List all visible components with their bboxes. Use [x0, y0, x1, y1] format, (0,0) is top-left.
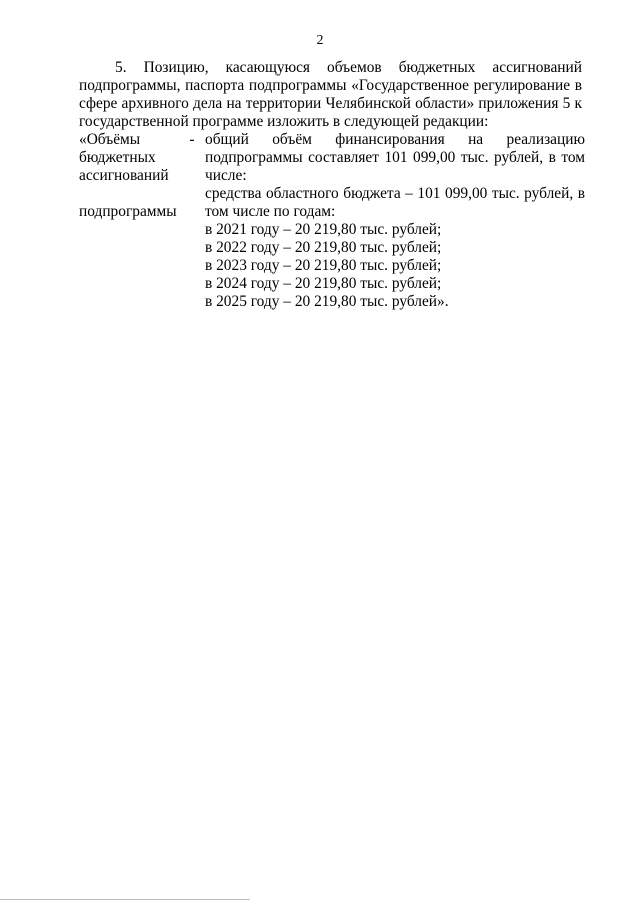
position-label-line: подпрограммы — [79, 203, 177, 220]
position-value-line: в 2025 году – 20 219,80 тыс. рублей». — [205, 293, 449, 310]
position-value-line: средства областного бюджета – 101 099,00 тыс. рублей, в — [205, 185, 585, 202]
position-value-line: том числе по годам: — [205, 203, 336, 220]
amendment-paragraph — [79, 59, 582, 131]
position-value-line: в 2024 году – 20 219,80 тыс. рублей; — [205, 275, 442, 292]
separator-dash: - — [189, 131, 195, 148]
paragraph-line: 5. Позицию, касающуюся объемов бюджетных ассигнований — [115, 59, 582, 76]
position-value-line: подпрограммы составляет 101 099,00 тыс. рублей, в том — [205, 149, 585, 166]
paragraph-line: государственной программе изложить в следующей редакции: — [79, 113, 489, 130]
position-label — [79, 131, 199, 221]
paragraph-line: сфере архивного дела на территории Челябинской области» приложения 5 к — [79, 95, 582, 112]
position-value-line: в 2023 году – 20 219,80 тыс. рублей; — [205, 257, 442, 274]
position-value-line: числе: — [205, 167, 247, 184]
position-value-line: в 2022 году – 20 219,80 тыс. рублей; — [205, 239, 442, 256]
position-label-line: ассигнований — [79, 167, 169, 184]
paragraph-line: подпрограммы, паспорта подпрограммы «Государственное регулирование в — [79, 77, 582, 94]
page-number: 2 — [316, 33, 324, 48]
position-value-line: общий объём финансирования на реализацию — [205, 131, 585, 148]
position-label-line: «Объёмы — [79, 131, 141, 148]
footer-rule — [0, 899, 250, 900]
position-value-line: в 2021 году – 20 219,80 тыс. рублей; — [205, 221, 442, 238]
position-value — [205, 131, 585, 311]
position-label-line: бюджетных — [79, 149, 156, 166]
